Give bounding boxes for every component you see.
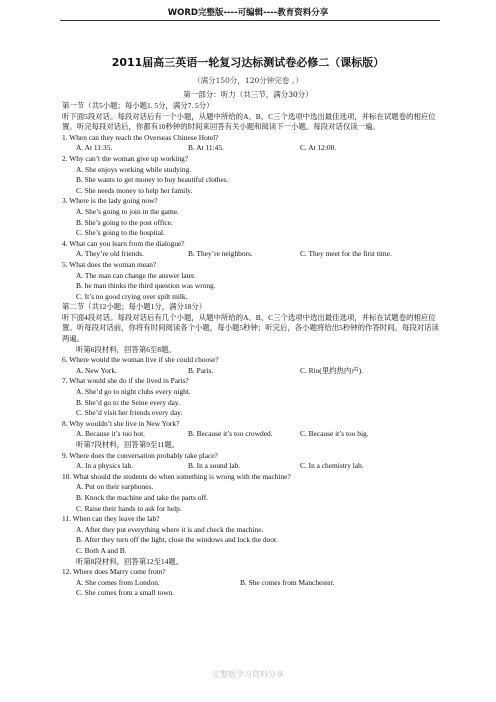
option-b: B. Paris. xyxy=(188,365,214,375)
question-1-stem: 1. When can they reach the Overseas Chinese Hotel? xyxy=(62,132,219,142)
question-12-stem: 12. Where does Marry come from? xyxy=(62,567,166,577)
question-12-options xyxy=(62,578,442,589)
option-c: C. It’s no good crying over spilt milk. xyxy=(76,291,188,301)
exam-content xyxy=(62,101,442,599)
option-c: C. She’s going to the hospital. xyxy=(76,228,165,238)
option-b: B. She’s going to the post office. xyxy=(76,217,173,227)
section2-instructions: 听下面4段对话。每段对话后有几个小题，从题中所给的A、B、C三个选项中选出最佳选项，并标在试题卷的相应位置。听每段对话前，你将有时间阅读各个小题，每小题5秒钟；听完后，各小题将给出5秒钟的作答时间。每段对话读两遍。 xyxy=(62,312,439,344)
option-b: B. Knock the machine and take the parts off. xyxy=(76,492,209,502)
question-2-stem: 2. Why can’t the woman give up working? xyxy=(62,153,189,163)
option-a: A. Because it’s too hot. xyxy=(76,429,145,439)
page-footer: 完整版学习资料分享 xyxy=(212,670,284,679)
option-c: C. At 12:00. xyxy=(300,143,337,153)
option-c: C. They meet for the first time. xyxy=(300,249,392,259)
section1-instructions: 听下面5段对话。每段对话后有一个小题，从题中所给的A、B、C三个选项中选出最佳选项，并标在试题卷的相应位置。听完每段对话后，你都有10秒钟的时间来回答有关小题和阅读下一小题。每段对话仅读一遍。 xyxy=(62,111,436,132)
option-a: A. New York. xyxy=(76,365,117,375)
question-1-options xyxy=(62,143,442,154)
option-a: A. She comes from London. xyxy=(76,577,160,587)
section1-heading: 第一节（共5小题；每小题1. 5分，满分7. 5分） xyxy=(62,101,214,110)
material-note: 听第7段材料，回答第9至11题。 xyxy=(76,440,180,449)
question-3-stem: 3. Where is the lady going now? xyxy=(62,196,158,206)
option-b: B. In a sound lab. xyxy=(188,461,241,471)
question-5-stem: 5. What does the woman mean? xyxy=(62,259,157,269)
part-heading: 第一部分：听力（共三节，满分30分） xyxy=(183,90,313,99)
option-c: C. Both A and B. xyxy=(76,545,127,555)
option-c: C. Because it’s too big. xyxy=(300,429,369,439)
material-note: 听第6段材料，回答第6至8题。 xyxy=(76,344,176,354)
option-a: A. They’re old friends. xyxy=(76,249,144,259)
option-b: B. They’re neighbors. xyxy=(188,249,253,259)
option-c: C. Rio(里约热内卢). xyxy=(300,365,364,375)
section2-heading: 第二节（共12小题；每小题1分，满分18分） xyxy=(62,302,207,312)
option-c: C. She’d visit her friends every day. xyxy=(76,408,183,418)
option-b: B. She wants to get money to buy beautiful clothes. xyxy=(76,175,229,185)
question-4-options xyxy=(62,249,442,260)
material-note: 听第8段材料，回答第12至14题。 xyxy=(76,556,184,566)
option-a: A. Put on their earphones. xyxy=(76,482,154,492)
question-8-options xyxy=(62,429,442,440)
page-title: 2011届高三英语一轮复习达标测试卷必修二（课标版） xyxy=(111,56,385,69)
option-a: A. In a physics lab. xyxy=(76,461,134,471)
option-a: A. She’s going to join in the game. xyxy=(76,206,179,216)
option-b: B. After they turn off the light, close the windows and lock the door. xyxy=(76,535,278,545)
option-c: C. Raise their hands to ask for help. xyxy=(76,503,182,513)
question-8-stem: 8. Why wouldn’t she live in New York? xyxy=(62,418,180,428)
question-11-stem: 11. When can they leave the lab? xyxy=(62,514,160,524)
question-9-stem: 9. Where does the conversation probably take place? xyxy=(62,450,218,460)
option-b: B. She’d go to the Seine every day. xyxy=(76,397,180,407)
question-9-options xyxy=(62,461,442,472)
option-a: A. She’d go to night clubs every night. xyxy=(76,387,191,397)
option-a: A. After they put everything where it is and check the machine. xyxy=(76,524,264,534)
option-a: A. At 11:35. xyxy=(76,143,113,153)
option-c: C. In a chemistry lab. xyxy=(300,461,364,471)
option-b: B. At 11:45. xyxy=(188,143,224,153)
header-rule xyxy=(60,20,440,21)
question-10-stem: 10. What should the students do when something is wrong with the machine? xyxy=(62,471,291,481)
question-7-stem: 7. What would she do if she lived in Paris? xyxy=(62,376,189,386)
option-c: C. She comes from a small town. xyxy=(76,588,175,598)
option-a: A. She enjoys working while studying. xyxy=(76,164,192,174)
exam-subtitle: （满分150分，120分钟完卷 。） xyxy=(193,76,303,85)
question-4-stem: 4. What can you learn from the dialogue? xyxy=(62,238,185,248)
question-6-options xyxy=(62,366,442,377)
question-6-stem: 6. Where would the woman live if she could choose? xyxy=(62,355,219,365)
option-c: C. She needs money to help her family. xyxy=(76,185,193,195)
option-b: B. Because it’s too crowded. xyxy=(188,429,273,439)
option-a: A. The man can change the answer later. xyxy=(76,270,196,280)
option-b: B. She comes from Manchester. xyxy=(240,577,335,587)
option-b: B. he man thinks the third question was wrong. xyxy=(76,281,216,291)
page-header: WORD完整版----可编辑----教育资料分享 xyxy=(167,8,329,18)
